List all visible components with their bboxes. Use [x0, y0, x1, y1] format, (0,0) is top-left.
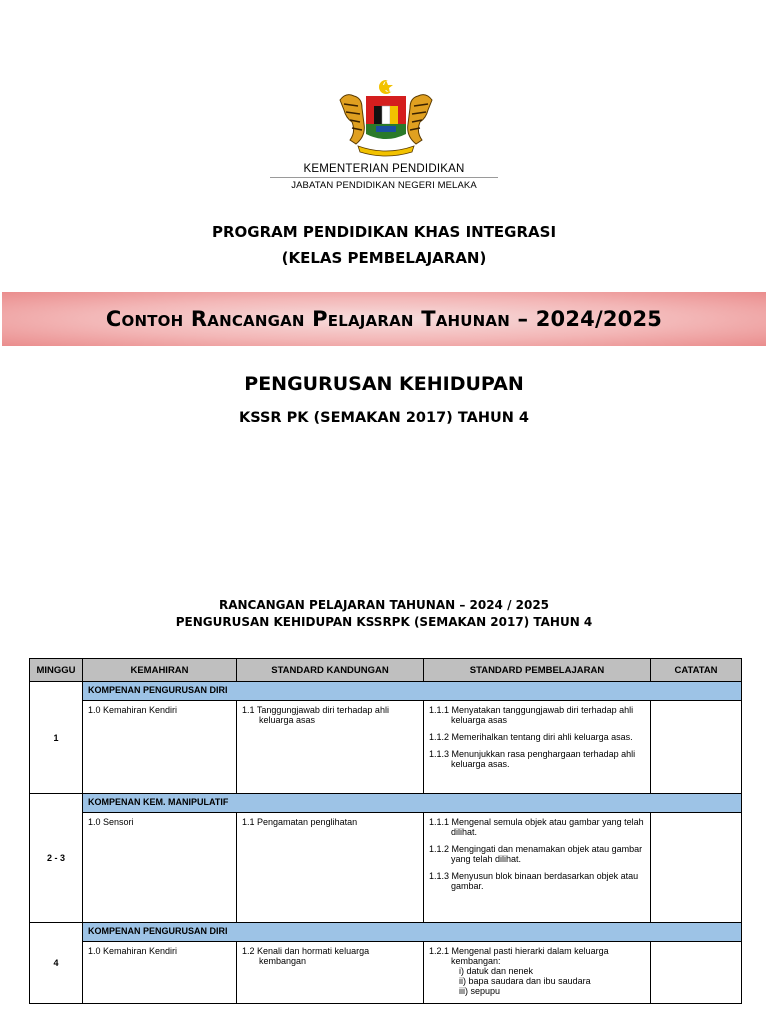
- sub-item: iii) sepupu: [459, 986, 501, 996]
- header-standard-pembelajaran: STANDARD PEMBELAJARAN: [424, 659, 651, 682]
- kemahiran-cell: 1.0 Kemahiran Kendiri: [83, 942, 237, 1004]
- sub-item: ii) bapa saudara dan ibu saudara: [459, 976, 591, 986]
- pembelajaran-cell: [424, 942, 651, 1004]
- rpt-table: [29, 658, 742, 1004]
- pembelajaran-item: 1.1.2 Mengingati dan menamakan objek atau gambar yang telah dilihat.: [429, 844, 643, 864]
- kandungan-cell: [237, 813, 424, 923]
- catatan-cell: [651, 701, 742, 794]
- coat-of-arms-icon: [332, 78, 440, 158]
- kandungan-cell: [237, 701, 424, 794]
- week-cell: 1: [30, 682, 83, 794]
- rpt-heading-line1: RANCANGAN PELAJARAN TAHUNAN – 2024 / 2025: [218, 598, 550, 612]
- program-subtitle: (KELAS PEMBELAJARAN): [281, 249, 487, 267]
- table-row: [30, 682, 742, 701]
- komponen-row: KOMPENAN PENGURUSAN DIRI: [83, 923, 742, 942]
- coat-of-arms-logo: [332, 78, 440, 158]
- table-row: [30, 794, 742, 813]
- department-name: JABATAN PENDIDIKAN NEGERI MELAKA: [291, 180, 477, 191]
- table-row: [30, 923, 742, 942]
- kandungan-text: 1.1 Tanggungjawab diri terhadap ahli keluarga asas: [242, 705, 389, 725]
- pembelajaran-item: 1.1.1 Mengenal semula objek atau gambar yang telah dilihat.: [429, 817, 644, 837]
- pembelajaran-item: 1.1.3 Menyusun blok binaan berdasarkan objek atau gambar.: [429, 871, 639, 891]
- header-standard-kandungan: STANDARD KANDUNGAN: [237, 659, 424, 682]
- subject-syllabus: KSSR PK (SEMAKAN 2017) TAHUN 4: [238, 410, 530, 426]
- pembelajaran-item: 1.1.1 Menyatakan tanggungjawab diri terhadap ahli keluarga asas: [429, 705, 634, 725]
- program-title: PROGRAM PENDIDIKAN KHAS INTEGRASI: [211, 223, 557, 241]
- subject-name: PENGURUSAN KEHIDUPAN: [244, 373, 524, 395]
- table-row: [30, 813, 742, 923]
- catatan-cell: [651, 813, 742, 923]
- kandungan-text: 1.2 Kenali dan hormati keluarga kembangan: [242, 946, 370, 966]
- header-kemahiran: KEMAHIRAN: [83, 659, 237, 682]
- pembelajaran-cell: [424, 701, 651, 794]
- header-minggu: MINGGU: [30, 659, 83, 682]
- pembelajaran-item: 1.2.1 Mengenal pasti hierarki dalam keluarga kembangan:: [429, 946, 609, 966]
- pembelajaran-cell: [424, 813, 651, 923]
- title-banner: [2, 292, 766, 346]
- komponen-row: KOMPENAN KEM. MANIPULATIF: [83, 794, 742, 813]
- kemahiran-cell: 1.0 Sensori: [83, 813, 237, 923]
- banner-title: Contoh Rancangan Pelajaran Tahunan – 2024/2025: [105, 307, 663, 331]
- kemahiran-cell: 1.0 Kemahiran Kendiri: [83, 701, 237, 794]
- week-cell: 4: [30, 923, 83, 1004]
- week-cell: 2 - 3: [30, 794, 83, 923]
- pembelajaran-item: 1.1.2 Memerihalkan tentang diri ahli keluarga asas.: [429, 732, 633, 742]
- kandungan-cell: [237, 942, 424, 1004]
- table-row: [30, 942, 742, 1004]
- catatan-cell: [651, 942, 742, 1004]
- header-divider: [270, 177, 498, 178]
- pembelajaran-item: 1.1.3 Menunjukkan rasa penghargaan terhadap ahli keluarga asas.: [429, 749, 636, 769]
- table-header-row: [30, 659, 742, 682]
- rpt-heading-line2: PENGURUSAN KEHIDUPAN KSSRPK (SEMAKAN 2017) TAHUN 4: [175, 615, 593, 629]
- header-catatan: CATATAN: [651, 659, 742, 682]
- table-row: [30, 701, 742, 794]
- sub-item: i) datuk dan nenek: [459, 966, 534, 976]
- ministry-name: KEMENTERIAN PENDIDIKAN: [303, 163, 465, 175]
- komponen-row: KOMPENAN PENGURUSAN DIRI: [83, 682, 742, 701]
- ministry-header: [270, 163, 498, 191]
- kandungan-text: 1.1 Pengamatan penglihatan: [242, 817, 358, 827]
